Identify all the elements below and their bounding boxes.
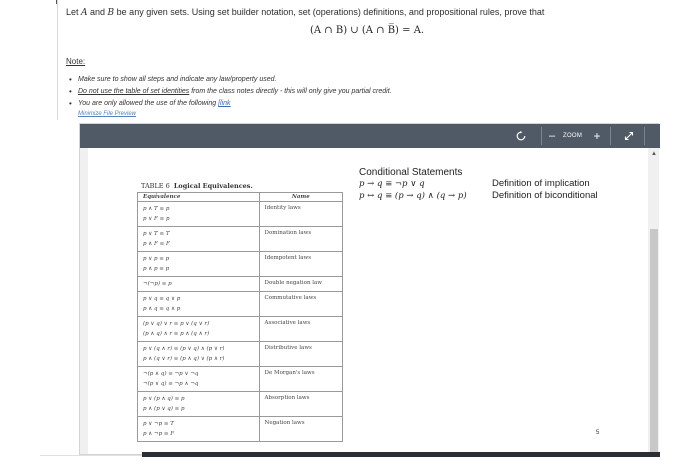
- table-row: ¬(¬p) ≡ p Double negation law: [138, 277, 343, 292]
- question-text: Let A and B be any given sets. Using set builder notation, set (operations) definitions, and propositional rules, prove that: [66, 7, 545, 18]
- table-row: p ∨ p ≡ p p ∧ p ≡ p Idempotent laws: [138, 252, 343, 277]
- note-list: [69, 74, 392, 110]
- document-page: [88, 148, 648, 454]
- rotate-icon: [516, 131, 526, 141]
- column-header-name: Name: [259, 193, 342, 202]
- toolbar-separator: [541, 127, 542, 145]
- note-heading: Note:: [66, 57, 86, 66]
- allowed-rules-link[interactable]: [link: [218, 100, 231, 107]
- table-row: p ∨ T ≡ T p ∧ F ≡ F Domination laws: [138, 227, 343, 252]
- note-item: • Do not use the table of set identities from the class notes directly - this will only give you partial credit.: [69, 86, 392, 98]
- table-row: (p ∨ q) ∨ r ≡ p ∨ (q ∨ r) (p ∧ q) ∧ r ≡ p ∧ (q ∧ r) Associative laws: [138, 317, 343, 342]
- conditional-formula: p → q ≡ ¬p ∨ q: [359, 179, 425, 189]
- column-header-equivalence: Equivalence: [138, 193, 260, 202]
- question-equation: (A ∩ B) ∪ (A ∩ B̅) = A.: [310, 25, 425, 36]
- zoom-out-button[interactable]: –: [548, 130, 556, 142]
- table-row: p ∧ T ≡ p p ∨ F ≡ p Identity laws: [138, 202, 343, 227]
- conditional-definition: Definition of biconditional: [492, 190, 598, 201]
- note-emphasis: Do not use the table of set identities: [78, 88, 190, 95]
- horizontal-scrollbar[interactable]: [142, 452, 660, 457]
- footer-divider: [40, 455, 142, 456]
- toolbar-separator: [644, 127, 645, 145]
- page-number: 5: [596, 430, 600, 436]
- toolbar-separator: [610, 127, 611, 145]
- table-row: p ∨ (q ∧ r) ≡ (p ∨ q) ∧ (p ∨ r) p ∧ (q ∨ r) ≡ (p ∧ q) ∨ (p ∧ r) Distributive laws: [138, 342, 343, 367]
- table-caption: TABLE 6 Logical Equivalences.: [141, 182, 253, 190]
- conditional-formula: p ↔ q ≡ (p → q) ∧ (q → p): [359, 191, 467, 201]
- table-row: p ∨ ¬p ≡ T p ∧ ¬p ≡ F Negation laws: [138, 417, 343, 442]
- minimize-file-preview-link[interactable]: Minimize File Preview: [78, 111, 137, 117]
- conditional-title: Conditional Statements: [359, 167, 463, 178]
- expand-icon: [624, 131, 634, 141]
- expand-button[interactable]: [620, 124, 638, 148]
- scrollbar-thumb[interactable]: [650, 229, 658, 454]
- file-preview-viewer: [79, 123, 659, 455]
- zoom-in-button[interactable]: +: [593, 129, 601, 143]
- logical-equivalences-table: [137, 181, 343, 442]
- conditional-definition: Definition of implication: [492, 178, 590, 189]
- conditional-row: [359, 178, 590, 190]
- table-row: ¬(p ∧ q) ≡ ¬p ∨ ¬q ¬(p ∨ q) ≡ ¬p ∧ ¬q De Morgan's laws: [138, 367, 343, 392]
- note-item: • Make sure to show all steps and indicate any law/property used.: [69, 74, 392, 86]
- content-divider: [57, 0, 58, 120]
- table-row: p ∨ (p ∧ q) ≡ p p ∧ (p ∨ q) ≡ p Absorption laws: [138, 392, 343, 417]
- rotate-button[interactable]: [512, 124, 530, 148]
- conditional-row: [359, 190, 598, 202]
- conditional-statements: [359, 167, 598, 202]
- table-row: p ∨ q ≡ q ∨ p p ∧ q ≡ q ∧ p Commutative laws: [138, 292, 343, 317]
- scroll-up-arrow-icon[interactable]: ▲: [651, 151, 657, 157]
- zoom-label: ZOOM: [563, 133, 583, 139]
- note-item: • You are only allowed the use of the following [link: [69, 98, 392, 110]
- viewer-toolbar: [80, 124, 660, 148]
- equivalence-table: [137, 192, 343, 442]
